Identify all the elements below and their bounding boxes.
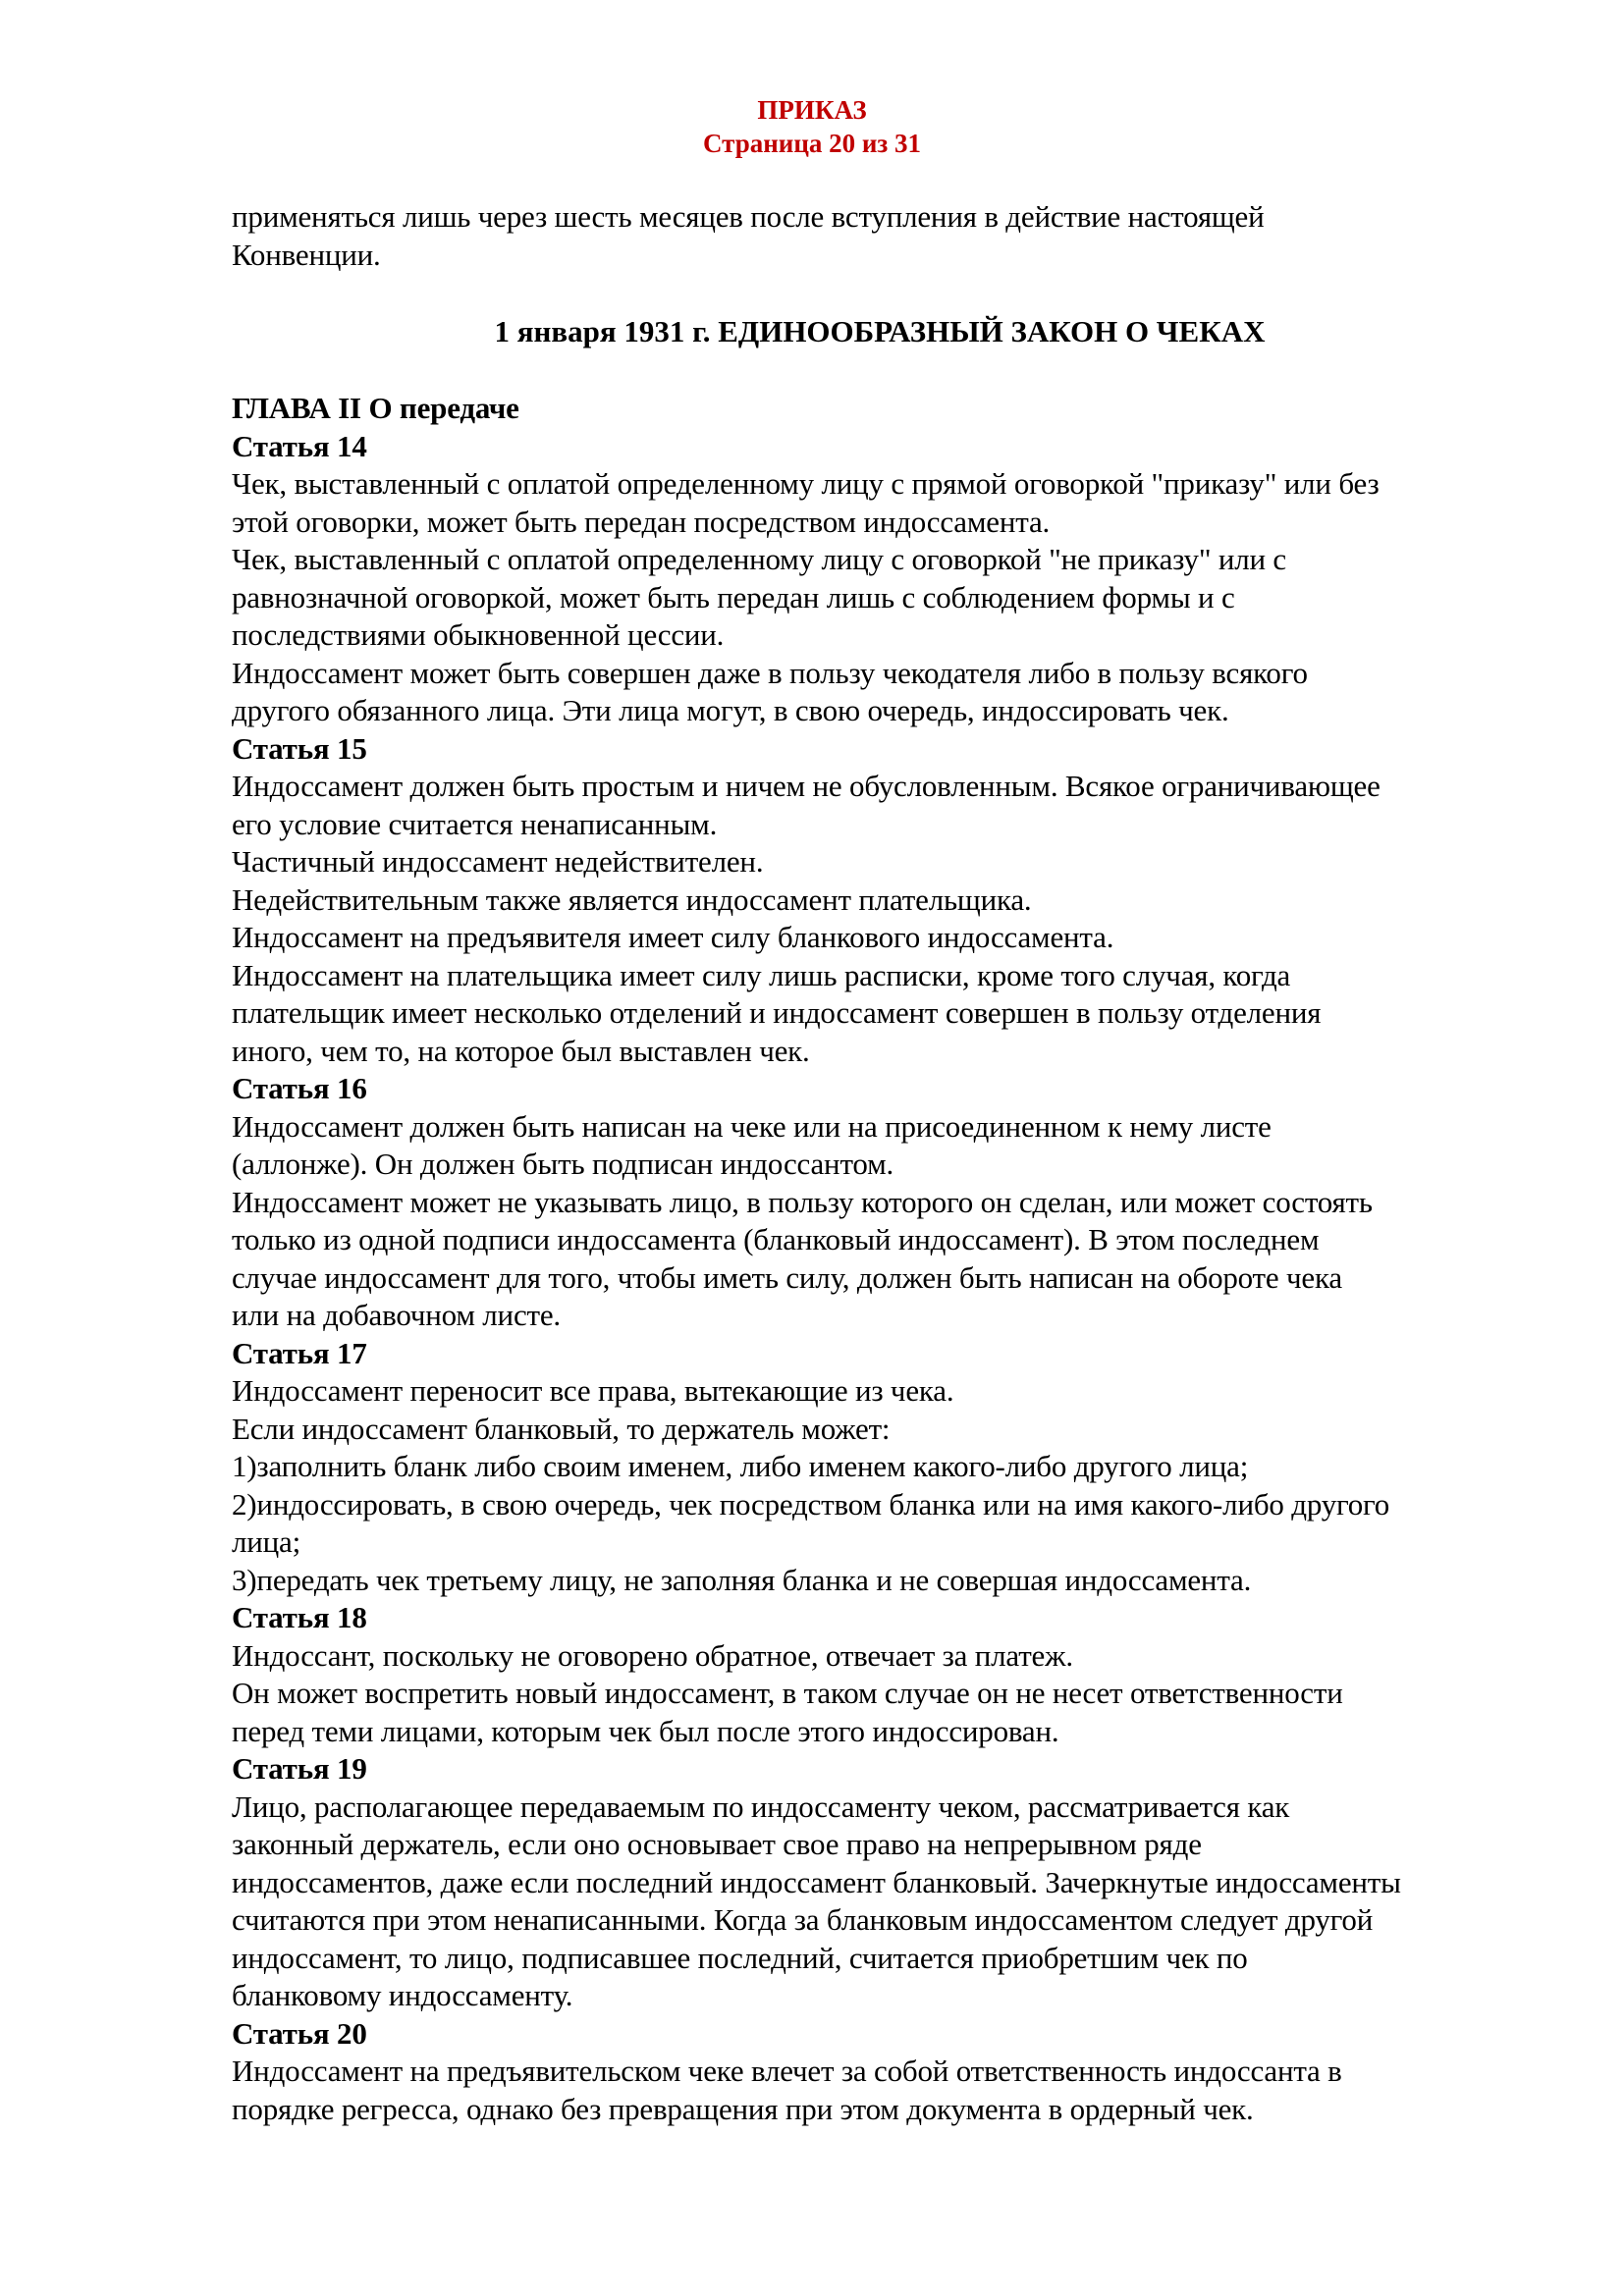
text-line: иного, чем то, на которое был выставлен чек.: [232, 1033, 810, 1068]
article-title: Статья 18: [232, 1600, 367, 1634]
text-line: Частичный индоссамент недействителен.: [232, 844, 764, 879]
text-line: Индоссамент должен быть написан на чеке или на присоединенном к нему листе: [232, 1108, 1272, 1144]
text-line: бланковому индоссаменту.: [232, 1978, 573, 2012]
article-title: Статья 14: [232, 428, 367, 463]
text-line: индоссаментов, даже если последний индоссамент бланковый. Зачеркнутые индоссаменты: [232, 1864, 1401, 1899]
text-line: законный держатель, если оно основывает свое право на непрерывном ряде: [232, 1827, 1202, 1861]
text-line: Лицо, располагающее передаваемым по индоссаменту чеком, рассматривается как: [232, 1789, 1290, 1824]
article-section: [232, 1070, 1528, 1335]
text-line: порядке регресса, однако без превращения при этом документа в ордерный чек.: [232, 2091, 1254, 2126]
article-section: [232, 1750, 1528, 2015]
document-title: 1 января 1931 г. ЕДИНООБРАЗНЫЙ ЗАКОН О ЧЕКАХ: [494, 314, 1266, 348]
text-line: Индоссамент на предъявительском чеке влечет за собой ответственность индоссанта в: [232, 2054, 1342, 2088]
text-line: индоссамент, то лицо, подписавшее последний, считается приобретшим чек по: [232, 1940, 1248, 1975]
article-section: [232, 428, 1528, 730]
text-line: плательщик имеет несколько отделений и индоссамент совершен в пользу отделения: [232, 995, 1322, 1030]
text-line: Индоссамент на плательщика имеет силу лишь расписки, кроме того случая, когда: [232, 957, 1291, 992]
page-header: [0, 93, 1624, 160]
text-line: Индоссамент переносит все права, вытекающие из чека.: [232, 1373, 954, 1408]
text-line: его условие считается ненаписанным.: [232, 806, 718, 841]
text-line: Индоссамент может быть совершен даже в пользу чекодателя либо в пользу всякого: [232, 655, 1308, 690]
chapter-title: ГЛАВА II О передаче: [232, 391, 519, 425]
text-line: Если индоссамент бланковый, то держатель может:: [232, 1411, 891, 1446]
intro-paragraph: [232, 198, 1528, 274]
article-title: Статья 16: [232, 1071, 367, 1105]
article-section: [232, 1599, 1528, 1750]
text-line: считаются при этом ненаписанными. Когда за бланковым индоссаментом следует другой: [232, 1902, 1374, 1937]
article-title: Статья 17: [232, 1335, 367, 1370]
text-line: последствиями обыкновенной цессии.: [232, 617, 725, 652]
text-line: Конвенции.: [232, 237, 381, 272]
text-line: лица;: [232, 1524, 301, 1559]
text-line: перед теми лицами, которым чек был после этого индоссирован.: [232, 1713, 1059, 1748]
text-line: Чек, выставленный с оплатой определенному лицу с прямой оговоркой "приказу" или без: [232, 466, 1380, 501]
text-line: только из одной подписи индоссамента (бланковый индоссамент). В этом последнем: [232, 1222, 1320, 1256]
text-line: 2)индоссировать, в свою очередь, чек посредством бланка или на имя какого-либо другого: [232, 1486, 1390, 1522]
text-line: применяться лишь через шесть месяцев после вступления в действие настоящей: [232, 199, 1265, 234]
text-line: Индоссант, поскольку не оговорено обратное, отвечает за платеж.: [232, 1637, 1073, 1673]
text-line: Индоссамент может не указывать лицо, в пользу которого он сделан, или может состоять: [232, 1184, 1373, 1219]
text-line: Индоссамент должен быть простым и ничем не обусловленным. Всякое ограничивающее: [232, 769, 1380, 803]
articles-list: [232, 428, 1528, 2129]
header-page-info: Страница 20 из 31: [702, 129, 922, 158]
text-line: случае индоссамент для того, чтобы иметь силу, должен быть написан на обороте чека: [232, 1259, 1342, 1295]
text-line: этой оговорки, может быть передан посредством индоссамента.: [232, 504, 1051, 539]
text-line: Индоссамент на предъявителя имеет силу бланкового индоссамента.: [232, 920, 1114, 954]
text-line: 1)заполнить бланк либо своим именем, либо именем какого-либо другого лица;: [232, 1449, 1249, 1483]
article-title: Статья 19: [232, 1751, 367, 1786]
text-line: или на добавочном листе.: [232, 1298, 561, 1332]
text-line: равнозначной оговоркой, может быть передан лишь с соблюдением формы и с: [232, 579, 1235, 614]
header-title: ПРИКАЗ: [757, 95, 867, 125]
article-section: [232, 730, 1528, 1071]
article-title: Статья 15: [232, 730, 367, 766]
text-line: Недействительным также является индоссамент плательщика.: [232, 881, 1032, 917]
text-line: Он может воспретить новый индоссамент, в таком случае он не несет ответственности: [232, 1676, 1343, 1710]
text-line: 3)передать чек третьему лицу, не заполняя бланка и не совершая индоссамента.: [232, 1562, 1252, 1597]
text-line: (аллонже). Он должен быть подписан индоссантом.: [232, 1147, 894, 1181]
article-section: [232, 1335, 1528, 1600]
document-body: [232, 198, 1528, 2128]
text-line: другого обязанного лица. Эти лица могут, в свою очередь, индоссировать чек.: [232, 693, 1229, 727]
article-title: Статья 20: [232, 2015, 367, 2051]
text-line: Чек, выставленный с оплатой определенному лицу с оговоркой "не приказу" или с: [232, 542, 1286, 576]
article-section: [232, 2015, 1528, 2129]
